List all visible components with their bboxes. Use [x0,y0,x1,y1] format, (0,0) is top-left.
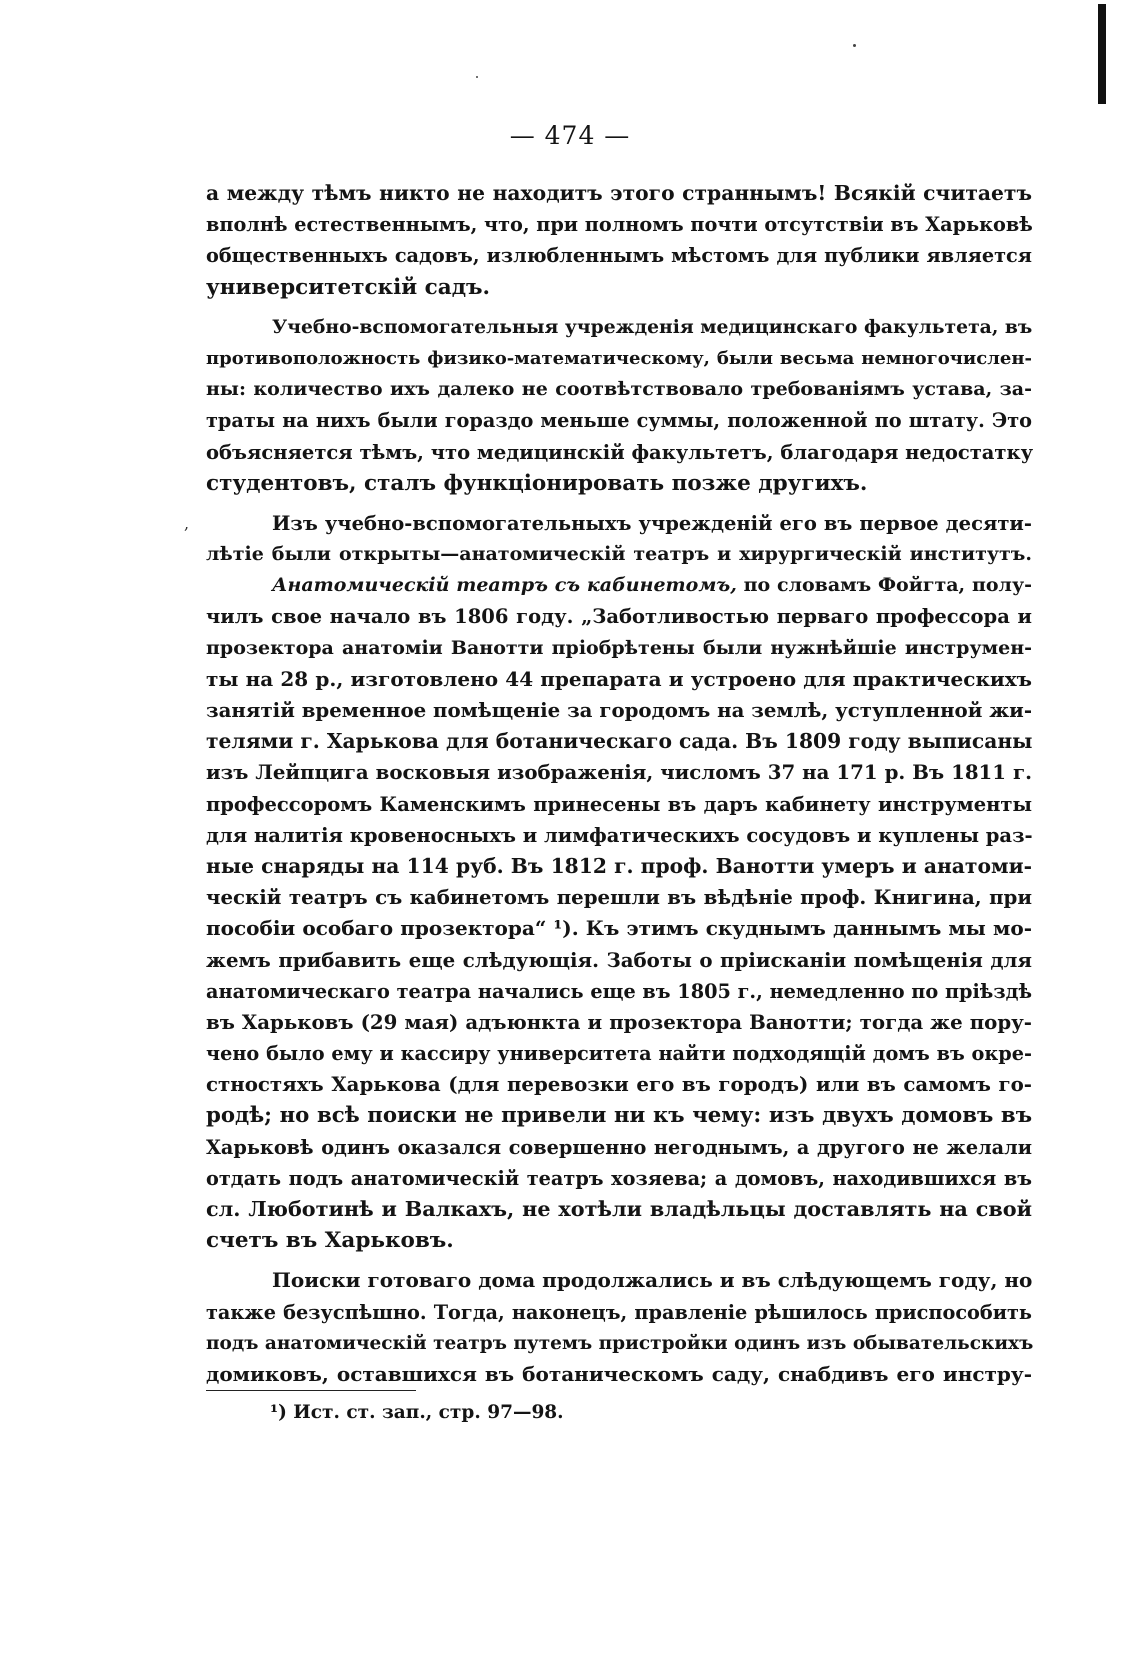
paragraph [206,178,1032,303]
text-run: по словамъ Фойгта, полу- [736,574,1032,597]
text-line: университетскій садъ. [206,274,491,300]
text-line: ческій театръ съ кабинетомъ перешли въ вѣдѣніе проф. Книгина, при [206,885,1032,910]
text-line: анатомическаго театра начались еще въ 1805 г., немедленно по пріѣздѣ [206,979,1032,1003]
text-line [206,570,1032,601]
text-line: родѣ; но всѣ поиски не привели ни къ чему: изъ двухъ домовъ въ [206,1103,1032,1129]
text-line: общественныхъ садовъ, излюбленнымъ мѣстомъ для публики является [206,244,1032,268]
text-line: чено было ему и кассиру университета найти подходящій домъ въ окре- [206,1042,1032,1066]
text-line: занятій временное помѣщеніе за городомъ на землѣ, уступленной жи- [206,698,1033,722]
text-line: а между тѣмъ никто не находитъ этого страннымъ! Всякій считаетъ [206,181,1032,205]
text-line: домиковъ, оставшихся въ ботаническомъ саду, снабдивъ его инстру- [206,1361,1032,1386]
text-line: въ Харьковъ (29 мая) адъюнкта и прозектора Ванотти; тогда же пору- [206,1009,1032,1034]
body-text [206,178,1032,1390]
paragraph [206,1265,1032,1390]
text-line: вполнѣ естественнымъ, что, при полномъ почти отсутствіи въ Харьковѣ [206,213,1033,237]
text-line: телями г. Харькова для ботаническаго сада. Въ 1809 году выписаны [206,729,1033,754]
text-line: студентовъ, сталъ функціонировать позже другихъ. [206,470,868,496]
text-line: чилъ свое начало въ 1806 году. „Заботливостью перваго профессора и [206,605,1032,629]
margin-mark: , [184,514,190,533]
text-line: отдать подъ анатомическій театръ хозяева; а домовъ, находившихся въ [206,1166,1032,1190]
paragraph [206,570,1032,1256]
text-line: ные снаряды на 114 руб. Въ 1812 г. проф. Ванотти умеръ и анатоми- [206,853,1032,878]
text-line: лѣтіе были открыты—анатомическій театръ и хирургическій институтъ. [206,543,1032,566]
text-line: прозектора анатоміи Ванотти пріобрѣтены были нужнѣйшіе инструмен- [206,636,1032,659]
italic-heading: Анатомическій театръ съ кабинетомъ, [272,574,737,597]
text-line: Изъ учебно-вспомогательныхъ учрежденій его въ первое десяти- [272,511,1032,535]
text-line: изъ Лейпцига восковыя изображенія, числомъ 37 на 171 р. Въ 1811 г. [206,760,1032,785]
text-line: пособіи особаго прозектора“ ¹). Къ этимъ скуднымъ даннымъ мы мо- [206,916,1032,941]
text-line: профессоромъ Каменскимъ принесены въ даръ кабинету инструменты [206,792,1032,816]
footnote: ¹) Ист. ст. зап., стр. 97—98. [270,1402,564,1423]
text-line: противоположность физико-математическому, были весьма немногочислен- [206,347,1032,369]
text-line: Учебно-вспомогательныя учрежденія медицинскаго факультета, въ [272,315,1033,338]
text-line: ты на 28 р., изготовлено 44 препарата и устроено для практическихъ [206,666,1032,691]
text-line: стностяхъ Харькова (для перевозки его въ городъ) или въ самомъ го- [206,1072,1032,1097]
text-line: для налитія кровеносныхъ и лимфатическихъ сосудовъ и куплены раз- [206,823,1033,847]
text-line: жемъ прибавить еще слѣдующія. Заботы о прiисканіи помѣщенія для [206,947,1032,972]
scan-edge-bar [1098,4,1106,104]
footnote-rule [206,1390,416,1391]
paragraph [206,508,1032,570]
text-line: счетъ въ Харьковъ. [206,1228,454,1254]
text-line: Поиски готоваго дома продолжались и въ слѣдующемъ году, но [272,1268,1033,1293]
text-line: траты на нихъ были гораздо меньше суммы, положенной по штату. Это [206,409,1032,433]
text-line: Харьковѣ одинъ оказался совершенно негоднымъ, а другого не желали [206,1135,1032,1159]
scan-speck [476,76,478,78]
page-number: — 474 — [509,121,631,150]
text-line: сл. Люботинѣ и Валкахъ, не хотѣли владѣльцы доставлять на свой [206,1197,1032,1221]
text-line: подъ анатомическій театръ путемъ пристройки одинъ изъ обывательскихъ [206,1332,1034,1354]
text-line: объясняется тѣмъ, что медицинскій факультетъ, благодаря недостатку [206,440,1034,464]
text-line: ны: количество ихъ далеко не соотвѣтствовало требованіямъ устава, за- [206,378,1032,401]
paragraph [206,312,1032,499]
text-line: также безуспѣшно. Тогда, наконецъ, правленіе рѣшилось приспособить [206,1300,1032,1324]
scan-speck [853,44,856,47]
